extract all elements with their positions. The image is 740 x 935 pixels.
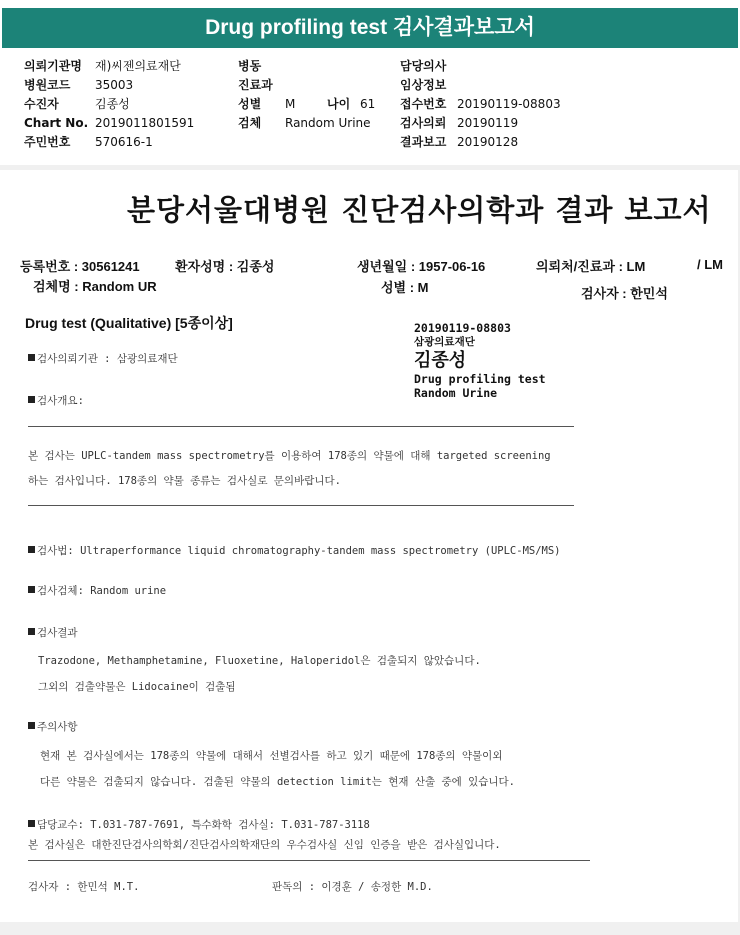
hospital-report-title: 분당서울대병원 진단검사의학과 결과 보고서 [127,193,712,227]
requesting-dept: 의뢰처/진료과 : LM [536,259,646,274]
field-department: 진료과 [238,78,273,92]
field-clinical-info: 임상정보 [400,78,447,92]
reader: 판독의 : 이경훈 / 송정한 M.D. [272,881,433,893]
registration-number: 등록번호 : 30561241 [20,259,140,274]
divider [28,426,574,427]
section-title: Drug test (Qualitative) [5종이상] [25,315,233,331]
requesting-agency: 검사의뢰기관 : 삼광의료재단 [28,351,178,366]
sticker-agency: 삼광의료재단 [414,336,475,348]
field-chart-no: Chart No. 2019011801591 [24,116,195,130]
overview-heading: 검사개요: [28,393,84,408]
result-heading: 검사결과 [28,625,78,640]
method: 검사법: Ultraperformance liquid chromatography-tandem mass spectrometry (UPLC-MS/MS) [28,543,561,558]
sticker-specimen: Random Urine [414,386,498,400]
sex: 성별 : M [381,280,429,295]
scanned-report [0,170,738,922]
divider [28,505,574,506]
field-hospital-code: 병원코드 35003 [24,78,134,92]
caution-heading: 주의사항 [28,719,78,734]
caution-line-2: 다른 약물은 검출되지 않습니다. 검출된 약물의 detection limit는 현재 산출 중에 있습니다. [40,776,515,788]
caution-line-1: 현재 본 검사실에서는 178종의 약물에 대해서 선별검사를 하고 있기 때문에 178종의 약물이외 [40,750,503,762]
specimen-name: 검체명 : Random UR [33,279,157,294]
result-line-1: Trazodone, Methamphetamine, Fluoxetine, Haloperidol은 검출되지 않았습니다. [38,655,481,667]
field-requesting-agency: 의뢰기관명 재)씨젠의료재단 [24,59,181,73]
result-line-2: 그외의 검출약물은 Lidocaine이 검출됨 [38,681,236,693]
birth-date: 생년월일 : 1957-06-16 [357,259,486,274]
sticker-name: 김종성 [414,350,467,371]
field-specimen: 검체 Random Urine [238,116,371,130]
divider [28,860,590,861]
overview-line-1: 본 검사는 UPLC-tandem mass spectrometry를 이용하여 178종의 약물에 대해 targeted screening [28,450,551,462]
field-request-date: 검사의뢰 20190119 [400,116,519,130]
field-accession-no: 접수번호 20190119-08803 [400,97,561,111]
specimen-line: 검사검체: Random urine [28,583,166,598]
sticker-accession: 20190119-08803 [414,321,511,335]
field-physician: 담당의사 [400,59,447,73]
report-header [0,0,740,165]
signer: 검사자 : 한민석 M.T. [28,881,140,893]
field-sex: 성별 M [238,97,296,111]
contact-info: 담당교수: T.031-787-7691, 특수화학 검사실: T.031-787-3118 [28,817,370,832]
field-report-date: 결과보고 20190128 [400,135,519,149]
field-ward: 병동 [238,59,262,73]
field-age: 나이 61 [327,97,376,111]
field-patient: 수진자 김종성 [24,97,130,111]
patient-name: 환자성명 : 김종성 [175,259,275,274]
field-resident-no: 주민번호 570616-1 [24,135,153,149]
certification: 본 검사실은 대한진단검사의학회/진단검사의학재단의 우수검사실 신임 인증을 받은 검사실입니다. [28,839,501,851]
tester: 검사자 : 한민석 [581,286,668,301]
report-title-bar: Drug profiling test 검사결과보고서 [2,8,738,48]
sticker-test: Drug profiling test [414,372,546,386]
requesting-dept-2: / LM [697,257,723,272]
overview-line-2: 하는 검사입니다. 178종의 약물 종류는 검사실로 문의바랍니다. [28,475,341,487]
